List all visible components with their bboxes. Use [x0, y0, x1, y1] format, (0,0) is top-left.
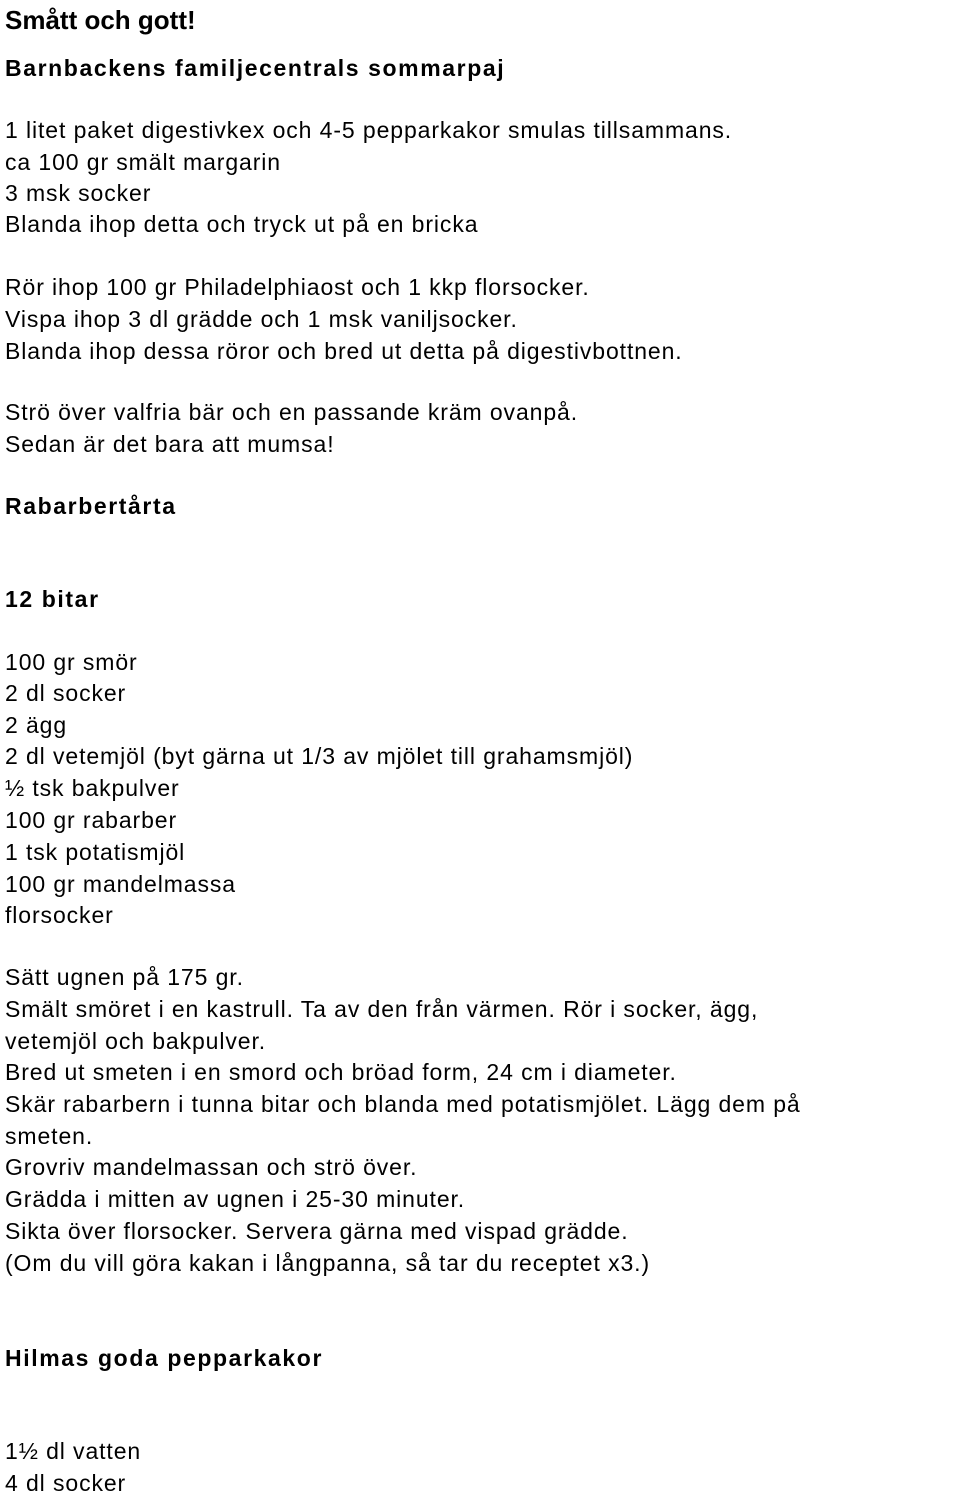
- instruction-line: Grädda i mitten av ugnen i 25-30 minuter.: [5, 1186, 466, 1212]
- recipe-title-rabarbertarta: Rabarbertårta: [5, 493, 177, 519]
- ingredient-line: 1 tsk potatismjöl: [5, 839, 186, 865]
- recipe-line: Vispa ihop 3 dl grädde och 1 msk vaniljsocker.: [5, 306, 518, 332]
- recipe-line: ca 100 gr smält margarin: [5, 149, 281, 175]
- recipe-line: Sedan är det bara att mumsa!: [5, 431, 335, 457]
- ingredient-line: 100 gr rabarber: [5, 807, 178, 833]
- instruction-line: smeten.: [5, 1123, 94, 1149]
- instruction-line: vetemjöl och bakpulver.: [5, 1028, 267, 1054]
- ingredient-line: 2 ägg: [5, 712, 68, 738]
- ingredient-line: florsocker: [5, 902, 114, 928]
- recipe-line: Blanda ihop detta och tryck ut på en bricka: [5, 211, 479, 237]
- instruction-line: Sikta över florsocker. Servera gärna med vispad grädde.: [5, 1218, 629, 1244]
- ingredient-line: ½ tsk bakpulver: [5, 775, 180, 801]
- ingredient-line: 100 gr smör: [5, 649, 138, 675]
- ingredient-line: 2 dl socker: [5, 680, 127, 706]
- recipe-line: 3 msk socker: [5, 180, 152, 206]
- instruction-line: Grovriv mandelmassan och strö över.: [5, 1154, 418, 1180]
- recipe-line: Rör ihop 100 gr Philadelphiaost och 1 kkp florsocker.: [5, 274, 590, 300]
- instruction-line: Bred ut smeten i en smord och bröad form, 24 cm i diameter.: [5, 1059, 677, 1085]
- recipe-line: 1 litet paket digestivkex och 4-5 pepparkakor smulas tillsammans.: [5, 117, 733, 143]
- instruction-line: Smält smöret i en kastrull. Ta av den från värmen. Rör i socker, ägg,: [5, 996, 759, 1022]
- recipe-line: Strö över valfria bär och en passande kräm ovanpå.: [5, 399, 579, 425]
- document-title: Smått och gott!: [5, 5, 196, 35]
- recipe-title-pepparkakor: Hilmas goda pepparkakor: [5, 1345, 323, 1371]
- ingredient-line: 100 gr mandelmassa: [5, 871, 236, 897]
- instruction-line: Sätt ugnen på 175 gr.: [5, 964, 244, 990]
- document-page: [5, 0, 960, 1494]
- recipe-servings: 12 bitar: [5, 586, 100, 612]
- ingredient-line: 1½ dl vatten: [5, 1438, 142, 1464]
- ingredient-line: 4 dl socker: [5, 1470, 127, 1496]
- recipe-line: Blanda ihop dessa röror och bred ut detta på digestivbottnen.: [5, 338, 683, 364]
- instruction-line: (Om du vill göra kakan i långpanna, så tar du receptet x3.): [5, 1250, 651, 1276]
- recipe-title-sommarpaj: Barnbackens familjecentrals sommarpaj: [5, 55, 506, 81]
- instruction-line: Skär rabarbern i tunna bitar och blanda med potatismjölet. Lägg dem på: [5, 1091, 801, 1117]
- ingredient-line: 2 dl vetemjöl (byt gärna ut 1/3 av mjölet till grahamsmjöl): [5, 743, 634, 769]
